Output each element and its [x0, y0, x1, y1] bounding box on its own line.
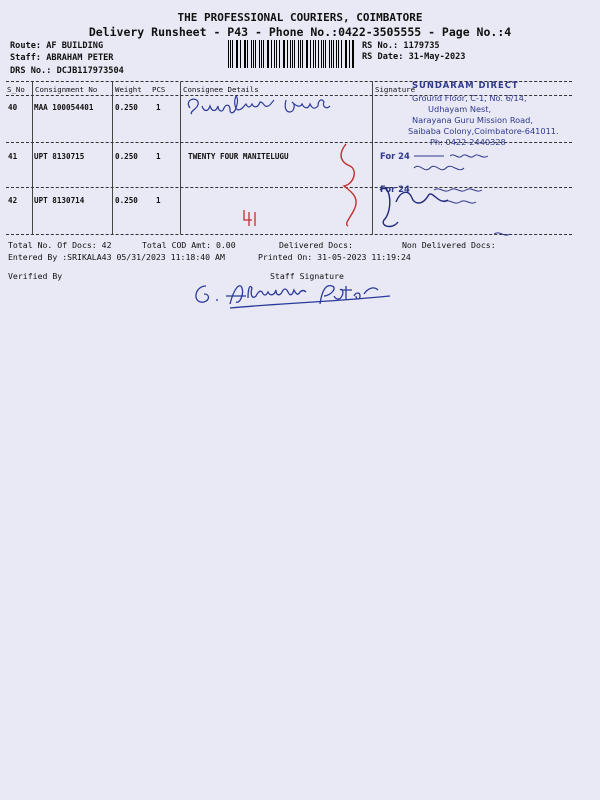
barcode-bar [353, 40, 354, 68]
runsheet-subtitle: Delivery Runsheet - P43 - Phone No.:0422-3505555 - Page No.:4 [88, 25, 512, 39]
barcode-bar [346, 40, 347, 68]
column-divider [112, 82, 113, 234]
row-sno: 42 [8, 196, 18, 205]
row-weight: 0.250 [115, 103, 138, 112]
row-consignment: MAA 100054401 [34, 103, 94, 112]
entered-by: Entered By :SRIKALA43 05/31/2023 11:18:40 AM [8, 252, 225, 262]
barcode-bar [306, 40, 307, 68]
delivered-docs: Delivered Docs: [279, 240, 353, 250]
non-delivered-docs: Non Delivered Docs: [402, 240, 496, 250]
col-header-weight: Weight [115, 85, 142, 94]
stamp-address-line: Udhayam Nest, [428, 104, 492, 114]
staff-signature-label: Staff Signature [270, 271, 344, 281]
col-header-consignee: Consignee Details [183, 85, 259, 94]
stamp-company-name: SUNDARAM DIRECT [412, 80, 519, 90]
stamp-phone: Ph: 0422-2440328 [430, 137, 506, 147]
total-cod: Total COD Amt: 0.00 [142, 240, 236, 250]
barcode-bar [307, 40, 308, 68]
barcode-bar [336, 40, 337, 68]
col-header-consignment: Consignment No [35, 85, 98, 94]
barcode-bar [298, 40, 299, 68]
printed-on: Printed On: 31-05-2023 11:19:24 [258, 252, 411, 262]
row-pcs: 1 [156, 152, 161, 161]
row-pcs: 1 [156, 196, 161, 205]
barcode-bar [228, 40, 229, 68]
barcode-bar [236, 40, 237, 68]
row-sno: 40 [8, 103, 18, 112]
row-details: TWENTY FOUR MANITELUGU [188, 152, 289, 161]
route-label: Route: AF BUILDING [10, 41, 104, 51]
row-consignment: UPT 8130715 [34, 152, 85, 161]
stamp-address-line: Saibaba Colony,Coimbatore-641011. [408, 126, 559, 136]
barcode-bar [247, 40, 248, 68]
barcode-bar [251, 40, 252, 68]
stamp-address-line: Narayana Guru Mission Road, [412, 115, 533, 125]
barcode-bar [315, 40, 316, 68]
barcode-bar [338, 40, 339, 68]
barcode-bar [255, 40, 256, 68]
handwritten-signature-icon [182, 94, 342, 118]
column-divider [372, 82, 373, 234]
row-pcs: 1 [156, 103, 161, 112]
stamp-for-label: For 24 [380, 184, 410, 194]
stamp-address-line: Ground Floor, C-1, No. 6/14, [412, 93, 527, 103]
barcode-bar [263, 40, 264, 68]
red-pen-mark-icon [336, 140, 366, 230]
barcode-bar [323, 40, 324, 68]
barcode-bar [294, 40, 295, 68]
row-weight: 0.250 [115, 152, 138, 161]
staff-label: Staff: ABRAHAM PETER [10, 53, 114, 63]
col-header-sno: S_No [7, 85, 25, 94]
row-sno: 41 [8, 152, 18, 161]
staff-signature-icon [190, 278, 400, 314]
col-header-signature: Signature [375, 85, 416, 94]
total-docs: Total No. Of Docs: 42 [8, 240, 112, 250]
rs-date: RS Date: 31-May-2023 [362, 52, 466, 62]
row-consignment: UPT 8130714 [34, 196, 85, 205]
barcode-bar [237, 40, 238, 68]
col-header-pcs: PCS [152, 85, 166, 94]
stamp-for-label: For 24 [380, 151, 410, 161]
barcode-bar [279, 40, 280, 68]
stamp-tamil-text-icon [374, 150, 534, 240]
column-divider [180, 82, 181, 234]
barcode-bar [274, 40, 275, 68]
drs-number: DRS No.: DCJB117973504 [10, 66, 124, 76]
row-weight: 0.250 [115, 196, 138, 205]
red-pen-mark-icon [240, 206, 262, 228]
rs-number: RS No.: 1179735 [362, 41, 440, 51]
company-title: THE PROFESSIONAL COURIERS, COIMBATORE [177, 11, 423, 24]
barcode-bar [271, 40, 272, 68]
column-divider [32, 82, 33, 234]
barcode-bar [329, 40, 330, 68]
barcode [228, 40, 356, 68]
barcode-bar [284, 40, 285, 68]
verified-by-label: Verified By [8, 271, 63, 281]
